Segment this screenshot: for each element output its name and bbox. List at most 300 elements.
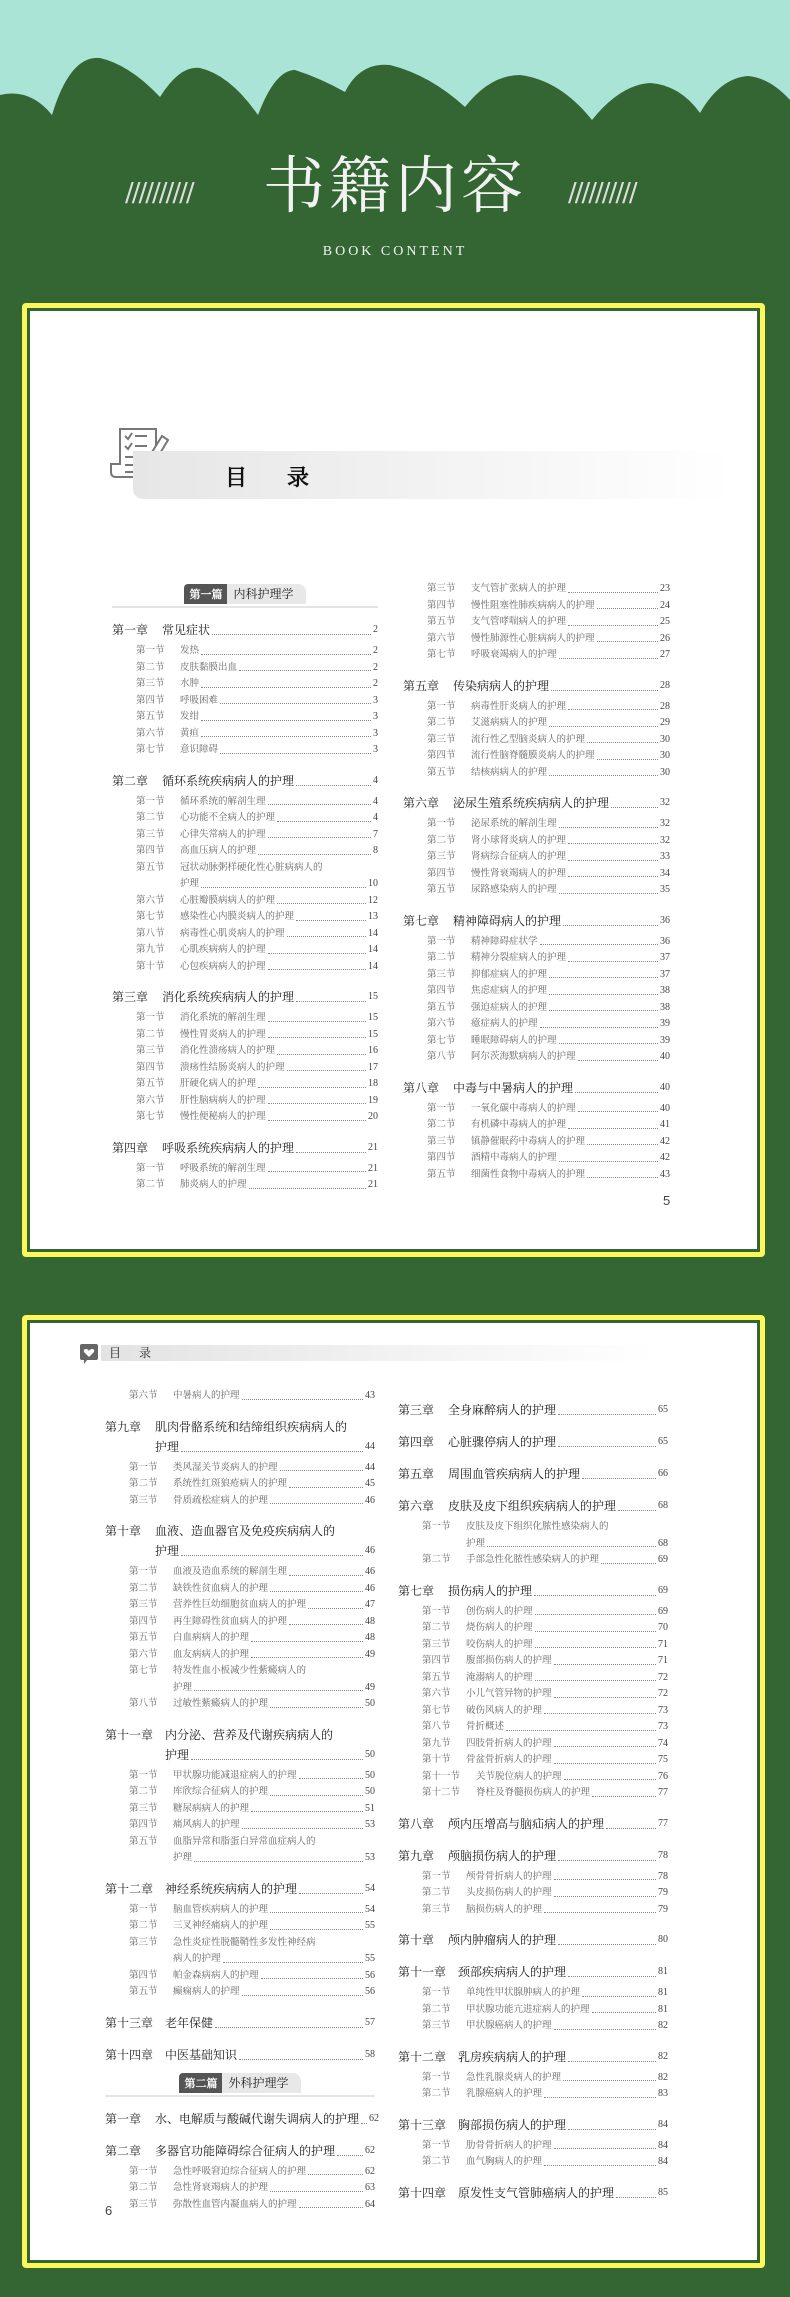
section-row[interactable] — [112, 643, 378, 660]
section-entry[interactable] — [398, 1653, 668, 1670]
section-entry[interactable] — [105, 1817, 375, 1834]
chapter-row[interactable] — [403, 676, 670, 696]
section-row[interactable] — [112, 660, 378, 677]
section-number: 第四节 — [427, 751, 456, 761]
chapter-row[interactable] — [112, 771, 378, 791]
section-row[interactable] — [398, 2138, 668, 2155]
section-entry[interactable] — [112, 942, 378, 959]
section-entry[interactable] — [112, 1161, 378, 1178]
section-row[interactable] — [112, 1060, 378, 1077]
section-row[interactable] — [398, 1686, 668, 1703]
section-entry[interactable] — [403, 1000, 670, 1017]
chapter-row[interactable] — [105, 2109, 380, 2129]
section-row[interactable] — [403, 1000, 670, 1017]
chapter-row-continued[interactable] — [105, 1745, 375, 1765]
chapter-entry[interactable] — [105, 1417, 375, 1457]
section-entry[interactable] — [398, 1885, 668, 1902]
section-row[interactable] — [105, 1817, 375, 1834]
section-row[interactable] — [105, 1630, 375, 1647]
chapter-row[interactable] — [112, 1138, 378, 1158]
section-entry[interactable] — [105, 2180, 375, 2197]
section-row[interactable] — [105, 1493, 375, 1510]
chapter-entry[interactable] — [398, 2047, 668, 2067]
section-row[interactable] — [112, 1027, 378, 1044]
chapter-entry[interactable] — [112, 771, 378, 791]
section-row[interactable] — [398, 1869, 668, 1886]
section-entry[interactable] — [398, 1719, 668, 1736]
section-entry[interactable] — [112, 794, 378, 811]
chapter-row[interactable] — [403, 911, 670, 931]
chapter-entry[interactable] — [403, 676, 670, 696]
section-entry[interactable] — [112, 1060, 378, 1077]
chapter-entry[interactable] — [105, 2109, 380, 2129]
chapter-entry[interactable] — [398, 1581, 668, 1601]
section-row[interactable] — [105, 1460, 375, 1477]
chapter-entry[interactable] — [105, 1879, 375, 1899]
dot-leader — [299, 1778, 363, 1779]
dot-leader — [220, 703, 371, 704]
section-title: 颅骨骨折病人的护理 — [466, 1871, 552, 1882]
section-row-continued[interactable] — [105, 1680, 375, 1697]
chapter-row[interactable] — [398, 1464, 668, 1484]
section-entry[interactable] — [398, 1785, 668, 1802]
section-row[interactable] — [398, 2018, 668, 2035]
section-entry[interactable] — [112, 909, 378, 926]
section-row[interactable] — [403, 967, 670, 984]
section-row[interactable] — [398, 1519, 668, 1536]
section-row[interactable] — [403, 882, 670, 899]
section-entry[interactable] — [105, 1968, 375, 1985]
chapter-row[interactable] — [398, 1814, 668, 1834]
chapter-row[interactable] — [105, 1521, 375, 1541]
section-entry[interactable] — [112, 1010, 378, 1027]
section-entry[interactable] — [105, 1918, 375, 1935]
section-row[interactable] — [112, 709, 378, 726]
chapter-entry[interactable] — [112, 1138, 378, 1158]
chapter-entry[interactable] — [403, 1078, 670, 1098]
section-number: 第二节 — [136, 1180, 165, 1190]
chapter-entry[interactable] — [398, 2183, 668, 2203]
dot-leader — [251, 1657, 363, 1658]
section-entry[interactable] — [112, 643, 378, 660]
section-row[interactable] — [105, 2197, 375, 2214]
section-entry[interactable] — [105, 1902, 375, 1919]
section-row[interactable] — [403, 647, 670, 664]
chapter-row[interactable] — [398, 1581, 668, 1601]
dot-leader — [535, 1614, 656, 1615]
section-entry[interactable] — [398, 1686, 668, 1703]
section-entry[interactable] — [398, 1604, 668, 1621]
section-row[interactable] — [403, 715, 670, 732]
page-ref: 15 — [368, 991, 378, 1002]
section-row[interactable] — [105, 1935, 375, 1952]
section-row[interactable] — [112, 1161, 378, 1178]
section-entry[interactable] — [105, 1801, 375, 1818]
section-row[interactable] — [403, 732, 670, 749]
section-entry[interactable] — [403, 614, 670, 631]
chapter-row[interactable] — [105, 2013, 375, 2033]
section-row[interactable] — [112, 1076, 378, 1093]
section-entry[interactable] — [398, 1985, 668, 2002]
section-row[interactable] — [398, 1719, 668, 1736]
section-entry[interactable] — [112, 860, 378, 893]
section-row[interactable] — [398, 1752, 668, 1769]
section-row[interactable] — [403, 866, 670, 883]
chapter-entry[interactable] — [105, 2013, 375, 2033]
section-row[interactable] — [398, 1736, 668, 1753]
section-entry[interactable] — [403, 732, 670, 749]
section-row[interactable] — [105, 1388, 375, 1405]
chapter-row[interactable] — [398, 1846, 668, 1866]
dot-leader — [270, 1707, 363, 1708]
dot-leader — [268, 953, 366, 954]
section-entry[interactable] — [398, 1736, 668, 1753]
chapter-row[interactable] — [112, 987, 378, 1007]
section-entry[interactable] — [112, 959, 378, 976]
section-row[interactable] — [403, 849, 670, 866]
chapter-entry[interactable] — [398, 1930, 668, 1950]
section-entry[interactable] — [105, 2197, 375, 2214]
section-row[interactable] — [105, 1696, 375, 1713]
section-title: 痛风病人的护理 — [173, 1820, 240, 1830]
section-entry[interactable] — [403, 1016, 670, 1033]
section-entry[interactable] — [105, 1768, 375, 1785]
chapter-entry[interactable] — [398, 1846, 668, 1866]
section-row[interactable] — [105, 1647, 375, 1664]
section-entry[interactable] — [403, 647, 670, 664]
section-entry[interactable] — [398, 1752, 668, 1769]
chapter-entry[interactable] — [398, 1814, 668, 1834]
chapter-number: 第七章 — [398, 1583, 435, 1598]
chapter-row[interactable] — [105, 1879, 375, 1899]
chapter-title: 损伤病人的护理 — [448, 1583, 533, 1598]
section-title: 关节脱位病人的护理 — [476, 1771, 562, 1782]
section-row[interactable] — [398, 1620, 668, 1637]
section-entry[interactable] — [398, 1769, 668, 1786]
section-row[interactable] — [398, 2002, 668, 2019]
section-entry[interactable] — [403, 1150, 670, 1167]
section-row[interactable] — [398, 1637, 668, 1654]
section-row[interactable] — [105, 1597, 375, 1614]
section-row-continued[interactable] — [398, 1536, 668, 1553]
section-row[interactable] — [112, 860, 378, 877]
dot-leader — [289, 1575, 363, 1576]
chapter-row-continued[interactable] — [105, 1437, 375, 1457]
section-entry[interactable] — [112, 742, 378, 759]
section-entry[interactable] — [403, 715, 670, 732]
section-entry[interactable] — [105, 1476, 375, 1493]
section-row[interactable] — [112, 1177, 378, 1194]
section-row[interactable] — [398, 1985, 668, 2002]
chapter-entry[interactable] — [398, 1962, 668, 1982]
section-row[interactable] — [398, 1902, 668, 1919]
section-row[interactable] — [112, 893, 378, 910]
chapter-row[interactable] — [112, 620, 378, 640]
section-row[interactable] — [403, 631, 670, 648]
section-row[interactable] — [403, 1049, 670, 1066]
section-row[interactable] — [105, 1918, 375, 1935]
chapter-row-continued[interactable] — [105, 1541, 375, 1561]
dot-leader — [597, 759, 658, 760]
chapter-entry[interactable] — [105, 2045, 375, 2065]
section-row[interactable] — [403, 614, 670, 631]
chapter-row[interactable] — [105, 1725, 375, 1745]
section-entry[interactable] — [105, 1696, 375, 1713]
section-entry[interactable] — [105, 1614, 375, 1631]
section-entry[interactable] — [403, 1033, 670, 1050]
section-entry[interactable] — [403, 833, 670, 850]
section-entry[interactable] — [112, 1093, 378, 1110]
section-row[interactable] — [403, 1101, 670, 1118]
section-entry[interactable] — [403, 816, 670, 833]
chapter-entry[interactable] — [398, 1496, 668, 1516]
section-entry[interactable] — [403, 1117, 670, 1134]
chapter-entry[interactable] — [105, 2141, 375, 2161]
section-row[interactable] — [112, 810, 378, 827]
chapter-row[interactable] — [398, 2183, 668, 2203]
section-row[interactable] — [398, 1785, 668, 1802]
chapter-row[interactable] — [105, 2141, 375, 2161]
chapter-entry[interactable] — [112, 987, 378, 1007]
section-row[interactable] — [398, 1769, 668, 1786]
section-entry[interactable] — [112, 1109, 378, 1126]
section-entry[interactable] — [398, 1552, 668, 1569]
section-row[interactable] — [112, 676, 378, 693]
section-entry[interactable] — [398, 1637, 668, 1654]
section-entry[interactable] — [105, 1564, 375, 1581]
section-entry[interactable] — [398, 2086, 668, 2103]
chapter-entry[interactable] — [398, 1432, 668, 1452]
dot-leader — [564, 1779, 656, 1780]
section-row[interactable] — [403, 950, 670, 967]
section-entry[interactable] — [398, 1703, 668, 1720]
dot-leader — [568, 592, 658, 593]
section-entry[interactable] — [398, 2002, 668, 2019]
page-ref: 29 — [660, 717, 670, 728]
section-entry[interactable] — [112, 1027, 378, 1044]
section-row[interactable] — [112, 827, 378, 844]
section-entry[interactable] — [112, 843, 378, 860]
section-row-continued[interactable] — [105, 1850, 375, 1867]
section-row[interactable] — [105, 1614, 375, 1631]
section-row[interactable] — [403, 598, 670, 615]
section-entry[interactable] — [105, 1460, 375, 1477]
chapter-entry[interactable] — [403, 793, 670, 813]
section-row[interactable] — [112, 942, 378, 959]
section-entry[interactable] — [398, 1519, 668, 1552]
section-row[interactable] — [403, 833, 670, 850]
section-row[interactable] — [105, 1834, 375, 1851]
section-entry[interactable] — [112, 676, 378, 693]
section-entry[interactable] — [403, 849, 670, 866]
section-row[interactable] — [398, 1885, 668, 1902]
section-row[interactable] — [112, 843, 378, 860]
page-ref: 53 — [365, 1819, 375, 1830]
chapter-entry[interactable] — [398, 2115, 668, 2135]
section-entry[interactable] — [398, 1620, 668, 1637]
section-row[interactable] — [112, 794, 378, 811]
section-entry[interactable] — [105, 1388, 375, 1405]
section-entry[interactable] — [105, 1597, 375, 1614]
section-entry[interactable] — [403, 866, 670, 883]
chapter-row[interactable] — [398, 1930, 668, 1950]
dot-leader — [296, 920, 366, 921]
section-row[interactable] — [105, 1968, 375, 1985]
section-entry[interactable] — [112, 709, 378, 726]
section-row[interactable] — [403, 1150, 670, 1167]
section-number: 第五节 — [136, 712, 165, 722]
chapter-row[interactable] — [398, 1432, 668, 1452]
section-entry[interactable] — [403, 748, 670, 765]
section-row[interactable] — [112, 1109, 378, 1126]
section-row[interactable] — [112, 1043, 378, 1060]
section-row[interactable] — [105, 1784, 375, 1801]
section-row[interactable] — [112, 726, 378, 743]
section-row[interactable] — [403, 1167, 670, 1184]
section-row[interactable] — [398, 1703, 668, 1720]
section-entry[interactable] — [398, 1670, 668, 1687]
section-row[interactable] — [398, 1653, 668, 1670]
chapter-entry[interactable] — [398, 1464, 668, 1484]
section-entry[interactable] — [112, 726, 378, 743]
section-row[interactable] — [112, 909, 378, 926]
section-row[interactable] — [112, 1093, 378, 1110]
chapter-row[interactable] — [398, 2115, 668, 2135]
section-row[interactable] — [398, 1604, 668, 1621]
section-entry[interactable] — [398, 1869, 668, 1886]
section-entry[interactable] — [112, 926, 378, 943]
chapter-row[interactable] — [105, 2045, 375, 2065]
section-row-continued[interactable] — [105, 1951, 375, 1968]
section-entry[interactable] — [398, 1902, 668, 1919]
section-row[interactable] — [403, 748, 670, 765]
section-row[interactable] — [403, 1117, 670, 1134]
section-row[interactable] — [112, 1010, 378, 1027]
section-entry[interactable] — [105, 1663, 375, 1696]
chapter-entry[interactable] — [105, 1521, 375, 1561]
chapter-title: 胸部损伤病人的护理 — [458, 2117, 567, 2132]
section-entry[interactable] — [105, 1630, 375, 1647]
chapter-row[interactable] — [403, 793, 670, 813]
section-row[interactable] — [112, 959, 378, 976]
section-entry[interactable] — [105, 1493, 375, 1510]
section-entry[interactable] — [403, 983, 670, 1000]
chapter-entry[interactable] — [105, 1725, 375, 1765]
dot-leader — [568, 625, 658, 626]
section-entry[interactable] — [403, 631, 670, 648]
section-entry[interactable] — [105, 1647, 375, 1664]
page-ref: 82 — [658, 2020, 668, 2031]
section-entry[interactable] — [105, 1935, 375, 1968]
section-row[interactable] — [105, 2164, 375, 2181]
section-row[interactable] — [112, 693, 378, 710]
section-entry[interactable] — [403, 765, 670, 782]
section-row[interactable] — [403, 816, 670, 833]
page-ref: 41 — [660, 1119, 670, 1130]
section-row[interactable] — [112, 926, 378, 943]
section-number: 第一节 — [136, 1163, 165, 1174]
chapter-row[interactable] — [403, 1078, 670, 1098]
chapter-entry[interactable] — [112, 620, 378, 640]
section-entry[interactable] — [105, 1581, 375, 1598]
section-entry[interactable] — [112, 1177, 378, 1194]
section-entry[interactable] — [112, 810, 378, 827]
section-row[interactable] — [403, 1134, 670, 1151]
section-row[interactable] — [398, 2086, 668, 2103]
section-row[interactable] — [105, 1984, 375, 2001]
chapter-row[interactable] — [398, 1400, 668, 1420]
section-entry[interactable] — [403, 1134, 670, 1151]
section-entry[interactable] — [403, 699, 670, 716]
section-entry[interactable] — [403, 581, 670, 598]
section-row[interactable] — [105, 1801, 375, 1818]
section-row-continued[interactable] — [112, 876, 378, 893]
section-row[interactable] — [105, 1902, 375, 1919]
section-entry[interactable] — [398, 2154, 668, 2171]
section-row[interactable] — [105, 1564, 375, 1581]
section-entry[interactable] — [105, 1784, 375, 1801]
section-row[interactable] — [105, 1663, 375, 1680]
section-row[interactable] — [105, 1581, 375, 1598]
section-entry[interactable] — [398, 2138, 668, 2155]
section-entry[interactable] — [105, 1984, 375, 2001]
chapter-title: 水、电解质与酸碱代谢失调病人的护理 — [155, 2111, 360, 2126]
section-entry[interactable] — [403, 1049, 670, 1066]
section-entry[interactable] — [403, 598, 670, 615]
section-entry[interactable] — [403, 967, 670, 984]
section-entry[interactable] — [112, 1043, 378, 1060]
section-row[interactable] — [403, 581, 670, 598]
section-entry[interactable] — [398, 2018, 668, 2035]
chapter-row[interactable] — [105, 1417, 375, 1437]
section-entry[interactable] — [112, 1076, 378, 1093]
section-row[interactable] — [403, 1033, 670, 1050]
section-entry[interactable] — [112, 893, 378, 910]
section-row[interactable] — [105, 2180, 375, 2197]
section-entry[interactable] — [403, 1167, 670, 1184]
section-title: 慢性阻塞性肺疾病病人的护理 — [471, 600, 595, 611]
section-entry[interactable] — [403, 882, 670, 899]
dot-leader — [578, 1111, 658, 1112]
section-entry[interactable] — [403, 950, 670, 967]
section-entry[interactable] — [403, 934, 670, 951]
section-row[interactable] — [398, 2070, 668, 2087]
section-entry[interactable] — [403, 1101, 670, 1118]
section-row[interactable] — [398, 1552, 668, 1569]
section-row[interactable] — [403, 765, 670, 782]
section-entry[interactable] — [105, 1834, 375, 1867]
section-row[interactable] — [105, 1768, 375, 1785]
section-entry[interactable] — [112, 827, 378, 844]
section-entry[interactable] — [398, 2070, 668, 2087]
section-row[interactable] — [398, 1670, 668, 1687]
section-row[interactable] — [398, 2154, 668, 2171]
chapter-entry[interactable] — [403, 911, 670, 931]
section-row[interactable] — [112, 742, 378, 759]
section-entry[interactable] — [112, 660, 378, 677]
section-row[interactable] — [403, 1016, 670, 1033]
section-row[interactable] — [105, 1476, 375, 1493]
section-row[interactable] — [403, 983, 670, 1000]
section-row[interactable] — [403, 699, 670, 716]
chapter-row[interactable] — [398, 1962, 668, 1982]
chapter-row[interactable] — [398, 1496, 668, 1516]
section-row[interactable] — [403, 934, 670, 951]
section-entry[interactable] — [112, 693, 378, 710]
chapter-entry[interactable] — [398, 1400, 668, 1420]
section-entry[interactable] — [105, 2164, 375, 2181]
chapter-row[interactable] — [398, 2047, 668, 2067]
